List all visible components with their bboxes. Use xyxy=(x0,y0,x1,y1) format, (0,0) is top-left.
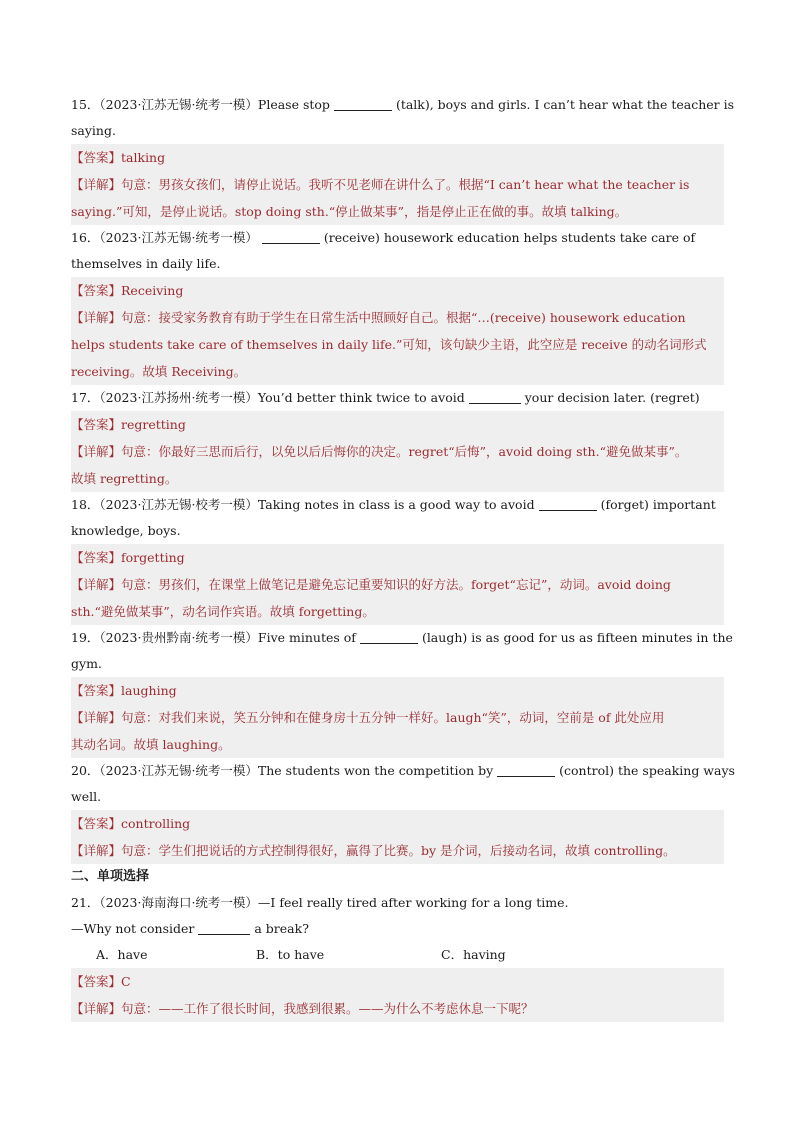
option-c: C．having xyxy=(441,947,506,962)
answer-blank xyxy=(262,229,320,244)
question-text: 21．（2023·海南海口·统考一模）—I feel really tired after working for a long time. xyxy=(71,895,569,910)
answer-row: 【答案】Receiving xyxy=(71,283,184,298)
detail-block: 【详解】句意：——工作了很长时间，我感到很累。——为什么不考虑休息一下呢？ xyxy=(71,1001,534,1016)
question-text: —Why not consider xyxy=(71,921,195,936)
question-text: (control) the speaking ways xyxy=(559,763,735,778)
question-text: (laugh) is as good for us as fifteen minutes in the xyxy=(421,630,733,645)
option-a: A．have xyxy=(96,947,148,962)
question-text: gym. xyxy=(71,656,102,671)
option-b: B．to have xyxy=(256,947,325,962)
detail-block: 【详解】句意：接受家务教育有助于学生在日常生活中照顾好自己。根据“…(receive) housework education helps students take care of themselves in daily life.”可知，该句缺少主语，此空应是 receive 的动名词形式 receiving。故填 Receiving。 xyxy=(71,310,707,379)
options-row xyxy=(71,942,724,968)
question-text: knowledge, boys. xyxy=(71,523,181,538)
question-17 xyxy=(71,385,724,411)
question-text: 20．（2023·江苏无锡·统考一模）The students won the competition by xyxy=(71,763,494,778)
answer-blank xyxy=(360,629,418,644)
answer-blank xyxy=(539,496,597,511)
answer-value: C xyxy=(121,974,131,989)
section-heading: 二、单项选择 xyxy=(71,869,150,884)
answer-value: laughing xyxy=(121,683,177,698)
answer-blank xyxy=(334,96,392,111)
question-text: (talk), boys and girls. I can’t hear what the teacher is xyxy=(395,97,735,112)
question-text: (receive) housework education helps students take care of xyxy=(323,230,696,245)
detail-block: 【详解】句意：你最好三思而后行，以免以后后悔你的决定。regret“后悔”，avoid doing sth.“避免做某事”。 故填 regretting。 xyxy=(71,444,688,486)
answer-row: 【答案】controlling xyxy=(71,816,191,831)
answer-row: 【答案】regretting xyxy=(71,417,186,432)
question-text: 16．（2023·江苏无锡·统考一模） xyxy=(71,230,258,245)
answer-row: 【答案】C xyxy=(71,974,131,989)
answer-value: talking xyxy=(121,150,166,165)
detail-block: 【详解】句意：男孩们，在课堂上做笔记是避免忘记重要知识的好方法。forget“忘记”，动词。avoid doing sth.“避免做某事”，动名词作宾语。故填 forgetting。 xyxy=(71,577,671,619)
answer-blank xyxy=(469,389,521,404)
question-20 xyxy=(71,758,735,810)
question-text: themselves in daily life. xyxy=(71,256,221,271)
answer-value: regretting xyxy=(121,417,186,432)
question-15 xyxy=(71,92,735,144)
question-18 xyxy=(71,492,724,544)
question-text: a break? xyxy=(254,921,309,936)
question-16 xyxy=(71,225,724,277)
detail-block: 【详解】句意：学生们把说话的方式控制得很好，赢得了比赛。by 是介词，后接动名词，故填 controlling。 xyxy=(71,843,676,858)
detail-block: 【详解】句意：男孩女孩们，请停止说话。我听不见老师在讲什么了。根据“I can’t hear what the teacher is saying.”可知，是停止说话。stop doing sth.“停止做某事”，指是停止正在做的事。故填 talking。 xyxy=(71,177,690,219)
answer-value: forgetting xyxy=(121,550,185,565)
answer-row: 【答案】forgetting xyxy=(71,550,185,565)
answer-blank xyxy=(198,920,250,935)
answer-row: 【答案】laughing xyxy=(71,683,177,698)
question-21 xyxy=(71,890,724,942)
answer-blank xyxy=(497,762,555,777)
answer-value: Receiving xyxy=(121,283,184,298)
answer-value: controlling xyxy=(121,816,191,831)
question-text: 17．（2023·江苏扬州·统考一模）You’d better think twice to avoid xyxy=(71,390,465,405)
question-text: well. xyxy=(71,789,102,804)
question-text: saying. xyxy=(71,123,116,138)
question-text: 18．（2023·江苏无锡·校考一模）Taking notes in class is a good way to avoid xyxy=(71,497,535,512)
document-page xyxy=(71,92,735,1022)
question-text: 19．（2023·贵州黔南·统考一模）Five minutes of xyxy=(71,630,356,645)
question-19 xyxy=(71,625,733,677)
question-text: your decision later. (regret) xyxy=(524,390,700,405)
question-text: (forget) important xyxy=(600,497,716,512)
answer-row: 【答案】talking xyxy=(71,150,166,165)
question-text: 15．（2023·江苏无锡·统考一模）Please stop xyxy=(71,97,330,112)
detail-block: 【详解】句意：对我们来说，笑五分钟和在健身房十五分钟一样好。laugh“笑”，动词，空前是 of 此处应用 其动名词。故填 laughing。 xyxy=(71,710,665,752)
